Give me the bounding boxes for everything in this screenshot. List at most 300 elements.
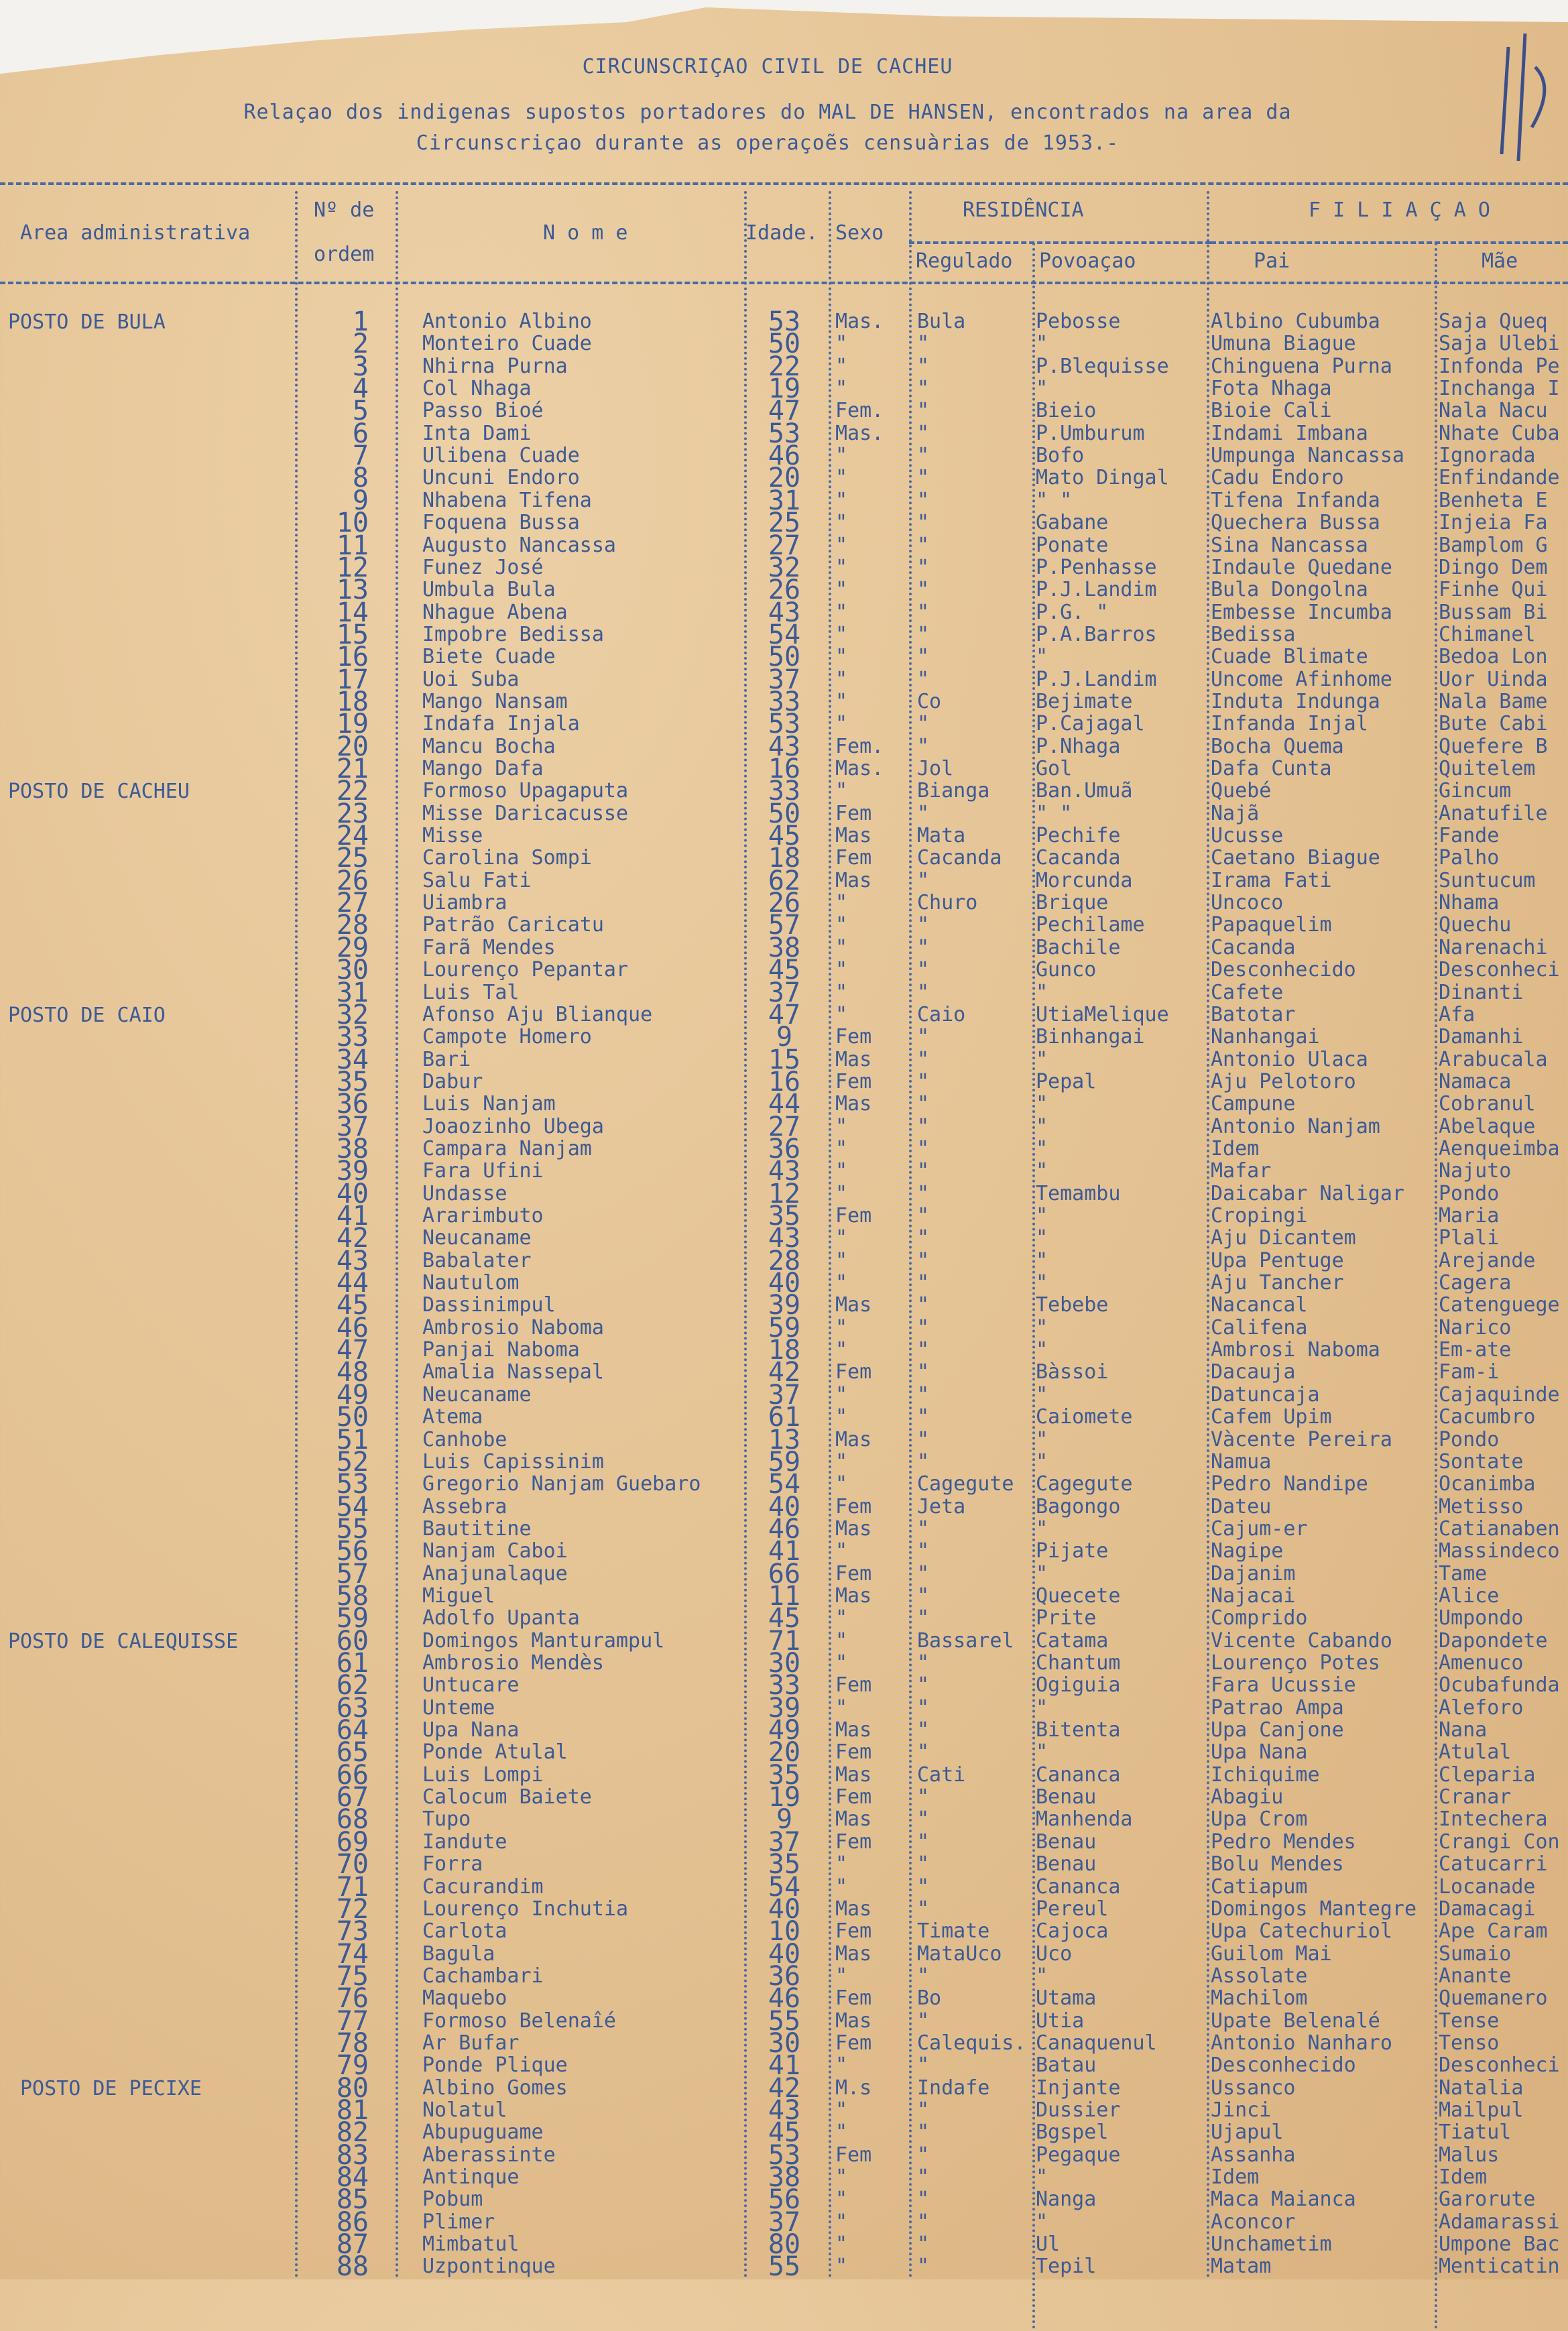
mother-cell: Ocubafunda: [1439, 1674, 1560, 1697]
table-row: [0, 1160, 1568, 1183]
table-row: [0, 400, 1568, 422]
mother-cell: Injeia Fa: [1439, 512, 1548, 535]
sex-cell: ": [835, 1339, 848, 1362]
povoacao-cell: Cananca: [1036, 1875, 1121, 1899]
name-cell: Uoi Suba: [422, 668, 520, 691]
name-cell: Plimer: [422, 2210, 495, 2234]
order-number: 56: [336, 1540, 369, 1563]
name-cell: Patrão Caricatu: [422, 914, 604, 937]
mother-cell: Sumaio: [1439, 1942, 1512, 1966]
age-cell: 53: [768, 422, 801, 445]
table-row: [0, 2054, 1568, 2077]
table-row: [0, 2032, 1568, 2055]
age-cell: 15: [768, 1048, 801, 1071]
name-cell: Luis Capissinim: [422, 1450, 604, 1474]
povoacao-cell: ": [1036, 1227, 1048, 1250]
povoacao-cell: ": [1036, 1383, 1048, 1407]
regulado-cell: ": [917, 1205, 930, 1228]
sex-cell: ": [835, 1182, 848, 1205]
povoacao-cell: P.Umburum: [1036, 422, 1145, 445]
sex-cell: Mas.: [835, 758, 884, 780]
mother-cell: Tame: [1439, 1562, 1488, 1586]
povoacao-cell: Binhangai: [1036, 1026, 1145, 1049]
age-cell: 61: [768, 1406, 801, 1429]
regulado-cell: Calequis.: [917, 2031, 1026, 2055]
name-cell: Lourenço Pepantar: [422, 959, 629, 982]
father-cell: Maca Maianca: [1211, 2188, 1356, 2212]
father-cell: Idem: [1211, 2166, 1260, 2190]
povoacao-cell: Dussier: [1036, 2099, 1121, 2122]
povoacao-cell: Gabane: [1036, 512, 1109, 535]
mother-cell: Amenuco: [1439, 1652, 1524, 1675]
regulado-cell: ": [917, 1540, 930, 1563]
povoacao-cell: " ": [1036, 802, 1073, 825]
table-row: [0, 668, 1568, 691]
father-cell: Idem: [1211, 1137, 1260, 1160]
age-cell: 53: [768, 713, 801, 736]
document-subtitle-line-1: Relaçao dos indigenas supostos portadores do MAL DE HANSEN, encontrados na area da: [243, 101, 1292, 124]
povoacao-cell: ": [1036, 377, 1048, 401]
table-row: [0, 1831, 1568, 1854]
table-row: [0, 1429, 1568, 1451]
mother-cell: Locanade: [1439, 1875, 1536, 1899]
order-number: 12: [336, 556, 369, 579]
name-cell: Indafa Injala: [422, 713, 580, 736]
age-cell: 20: [768, 1741, 801, 1765]
father-cell: Sina Nancassa: [1211, 534, 1368, 557]
name-cell: Inta Dami: [422, 422, 532, 445]
name-cell: Uzpontinque: [422, 2255, 556, 2279]
father-cell: Ussanco: [1211, 2076, 1296, 2100]
mother-cell: Arejande: [1439, 1249, 1536, 1272]
sex-cell: ": [835, 1875, 848, 1899]
sex-cell: Fem.: [835, 735, 884, 758]
order-number: 70: [336, 1853, 369, 1876]
sex-cell: Mas: [835, 1428, 872, 1451]
table-row: [0, 1563, 1568, 1586]
age-cell: 16: [768, 758, 801, 780]
sex-cell: ": [835, 333, 848, 356]
regulado-cell: ": [917, 1406, 930, 1429]
povoacao-cell: Cananca: [1036, 1763, 1121, 1787]
regulado-cell: Cagegute: [917, 1473, 1014, 1496]
header-nome: N o m e: [543, 221, 628, 245]
age-cell: 20: [768, 467, 801, 490]
mother-cell: Malus: [1439, 2143, 1500, 2167]
regulado-cell: ": [917, 1361, 930, 1384]
mother-cell: Quitelem: [1439, 758, 1536, 780]
order-number: 43: [336, 1249, 369, 1272]
sex-cell: ": [835, 959, 848, 982]
sex-cell: Fem: [835, 2143, 872, 2167]
name-cell: Biete Cuade: [422, 646, 556, 669]
father-cell: Matam: [1211, 2255, 1272, 2279]
regulado-cell: Cati: [917, 1763, 966, 1787]
table-row: [0, 422, 1568, 445]
sex-cell: Fem: [835, 1070, 872, 1093]
name-cell: Panjai Naboma: [422, 1339, 580, 1362]
mother-cell: Nala Nacu: [1439, 400, 1548, 423]
name-cell: Assebra: [422, 1495, 507, 1518]
mother-cell: Narenachi: [1439, 936, 1548, 959]
mother-cell: Pondo: [1439, 1182, 1500, 1205]
table-row: [0, 870, 1568, 892]
mother-cell: Tiatul: [1439, 2121, 1512, 2145]
povoacao-cell: P.Penhasse: [1036, 556, 1157, 579]
father-cell: Datuncaja: [1211, 1383, 1320, 1407]
table-row: [0, 1250, 1568, 1272]
mother-cell: Anatufile: [1439, 802, 1548, 825]
sex-cell: ": [835, 1964, 848, 1988]
povoacao-cell: P.G. ": [1036, 601, 1109, 624]
order-number: 76: [336, 1987, 369, 2011]
mother-cell: Sontate: [1439, 1450, 1524, 1474]
father-cell: Bioie Cali: [1211, 400, 1332, 423]
father-cell: Cacanda: [1211, 936, 1296, 959]
povoacao-cell: ": [1036, 1964, 1048, 1988]
regulado-cell: ": [917, 355, 930, 378]
father-cell: Induta Indunga: [1211, 690, 1380, 713]
mother-cell: Dinanti: [1439, 981, 1524, 1004]
document-title: CIRCUNSCRIÇAO CIVIL DE CACHEU: [582, 55, 953, 78]
regulado-cell: ": [917, 1026, 930, 1049]
mother-cell: Cobranul: [1439, 1093, 1536, 1116]
mother-cell: Nhate Cuba: [1439, 422, 1560, 445]
father-cell: Namua: [1211, 1450, 1272, 1474]
sex-cell: ": [835, 601, 848, 624]
table-row: [0, 1317, 1568, 1339]
table-row: [0, 1540, 1568, 1563]
age-cell: 9: [776, 1808, 793, 1832]
regulado-cell: ": [917, 1070, 930, 1093]
sex-cell: ": [835, 2188, 848, 2212]
regulado-cell: ": [917, 444, 930, 468]
father-cell: Aconcor: [1211, 2210, 1296, 2234]
regulado-cell: ": [917, 1182, 930, 1205]
povoacao-cell: Manhenda: [1036, 1808, 1133, 1832]
table-row: [0, 2121, 1568, 2144]
regulado-cell: ": [917, 2233, 930, 2257]
povoacao-cell: Injante: [1036, 2076, 1121, 2100]
regulado-cell: ": [917, 2121, 930, 2145]
posto-label: POSTO DE BULA: [8, 310, 166, 334]
povoacao-cell: ": [1036, 1272, 1048, 1295]
regulado-cell: ": [917, 959, 930, 982]
age-cell: 36: [768, 1137, 801, 1160]
mother-cell: Bedoa Lon: [1439, 646, 1548, 669]
father-cell: Fota Nhaga: [1211, 377, 1332, 401]
father-cell: Chinguena Purna: [1211, 355, 1392, 378]
sex-cell: ": [835, 1137, 848, 1160]
order-number: 25: [336, 847, 369, 870]
father-cell: Nacancal: [1211, 1294, 1308, 1317]
age-cell: 25: [768, 512, 801, 535]
name-cell: Salu Fati: [422, 869, 532, 892]
regulado-cell: Bianga: [917, 780, 990, 803]
age-cell: 49: [768, 1719, 801, 1742]
father-cell: Umpunga Nancassa: [1211, 444, 1404, 468]
povoacao-cell: ": [1036, 1048, 1048, 1071]
order-number: 11: [336, 534, 369, 557]
father-cell: Najacai: [1211, 1584, 1296, 1608]
sex-cell: ": [835, 713, 848, 736]
table-row: [0, 1361, 1568, 1384]
order-number: 62: [336, 1674, 369, 1697]
age-cell: 26: [768, 892, 801, 915]
header-rule-bottom: [0, 282, 1568, 284]
father-cell: Pedro Mendes: [1211, 1830, 1356, 1854]
mother-cell: Pondo: [1439, 1428, 1500, 1451]
sex-cell: Fem: [835, 1830, 872, 1854]
name-cell: Nhirna Purna: [422, 355, 568, 378]
table-row: [0, 1093, 1568, 1116]
order-number: 61: [336, 1652, 369, 1675]
order-number: 85: [336, 2188, 369, 2212]
mother-cell: Arabucala: [1439, 1048, 1548, 1071]
name-cell: Nanjam Caboi: [422, 1540, 568, 1563]
age-cell: 43: [768, 1227, 801, 1250]
povoacao-cell: Quecete: [1036, 1584, 1121, 1608]
order-number: 48: [336, 1361, 369, 1384]
povoacao-cell: Pereul: [1036, 1897, 1109, 1921]
regulado-cell: ": [917, 512, 930, 535]
mother-cell: Gincum: [1439, 780, 1512, 803]
father-cell: Campune: [1211, 1093, 1296, 1116]
table-row: [0, 892, 1568, 914]
order-number: 88: [336, 2255, 369, 2279]
name-cell: Funez José: [422, 556, 544, 579]
father-cell: Batotar: [1211, 1003, 1296, 1026]
regulado-cell: ": [917, 936, 930, 959]
name-cell: Calocum Baiete: [422, 1786, 592, 1809]
povoacao-cell: Nanga: [1036, 2188, 1097, 2212]
table-row: [0, 1697, 1568, 1720]
age-cell: 50: [768, 646, 801, 669]
father-cell: Desconhecido: [1211, 2054, 1356, 2078]
regulado-cell: Co: [917, 690, 942, 713]
povoacao-cell: ": [1036, 1428, 1048, 1451]
order-number: 51: [336, 1428, 369, 1451]
mother-cell: Aenqueimba: [1439, 1137, 1560, 1160]
order-number: 69: [336, 1830, 369, 1854]
regulado-cell: ": [917, 1719, 930, 1742]
father-cell: Dajanim: [1211, 1562, 1296, 1586]
regulado-cell: ": [917, 1272, 930, 1295]
sex-cell: ": [835, 2099, 848, 2122]
mother-cell: Umpondo: [1439, 1607, 1524, 1630]
order-number: 40: [336, 1182, 369, 1205]
sex-cell: Mas: [835, 1048, 872, 1071]
sex-cell: ": [835, 377, 848, 401]
table-row: [0, 2211, 1568, 2234]
name-cell: Lourenço Inchutia: [422, 1897, 629, 1921]
sex-cell: Mas: [835, 2009, 872, 2033]
order-number: 2: [352, 333, 369, 356]
name-cell: Babalater: [422, 1249, 532, 1272]
regulado-cell: ": [917, 1115, 930, 1138]
regulado-cell: ": [917, 735, 930, 758]
regulado-cell: ": [917, 2188, 930, 2212]
regulado-cell: ": [917, 914, 930, 937]
regulado-cell: ": [917, 1294, 930, 1317]
povoacao-cell: Ogiguia: [1036, 1674, 1121, 1697]
sex-cell: Fem: [835, 1920, 872, 1944]
order-number: 27: [336, 892, 369, 915]
name-cell: Iandute: [422, 1830, 507, 1854]
mother-cell: Intechera: [1439, 1808, 1548, 1832]
povoacao-cell: Gunco: [1036, 959, 1097, 982]
name-cell: Luis Lompi: [422, 1763, 544, 1787]
sex-cell: ": [835, 2166, 848, 2190]
povoacao-cell: P.Cajagal: [1036, 713, 1145, 736]
father-cell: Infanda Injal: [1211, 713, 1368, 736]
order-number: 54: [336, 1495, 369, 1518]
table-row: [0, 959, 1568, 981]
mother-cell: Dapondete: [1439, 1629, 1548, 1653]
povoacao-cell: ": [1036, 1093, 1048, 1116]
order-number: 66: [336, 1763, 369, 1787]
povoacao-cell: P.A.Barros: [1036, 623, 1157, 646]
table-row: [0, 1943, 1568, 1966]
age-cell: 42: [768, 1361, 801, 1384]
father-cell: Uncoco: [1211, 892, 1284, 915]
mother-cell: Aleforo: [1439, 1696, 1524, 1720]
father-cell: Fara Ucussie: [1211, 1674, 1356, 1697]
age-cell: 40: [768, 1942, 801, 1966]
order-number: 55: [336, 1517, 369, 1541]
father-cell: Tifena Infanda: [1211, 489, 1380, 512]
order-number: 8: [352, 467, 369, 490]
age-cell: 18: [768, 847, 801, 870]
table-row: [0, 1719, 1568, 1742]
name-cell: Col Nhaga: [422, 377, 532, 401]
table-row: [0, 1876, 1568, 1899]
header-povoacao: Povoaçao: [1039, 249, 1136, 273]
order-number: 68: [336, 1808, 369, 1832]
sex-cell: ": [835, 690, 848, 713]
mother-cell: Finhe Qui: [1439, 579, 1548, 602]
table-row: [0, 691, 1568, 713]
age-cell: 50: [768, 333, 801, 356]
regulado-cell: ": [917, 1808, 930, 1832]
order-number: 14: [336, 601, 369, 624]
povoacao-cell: ": [1036, 1115, 1048, 1138]
name-cell: Gregorio Nanjam Guebaro: [422, 1473, 701, 1496]
name-cell: Ararimbuto: [422, 1205, 544, 1228]
regulado-cell: ": [917, 1316, 930, 1339]
posto-label: POSTO DE PECIXE: [20, 2076, 202, 2100]
father-cell: Aju Dicantem: [1211, 1227, 1356, 1250]
name-cell: Pobum: [422, 2188, 483, 2212]
mother-cell: Desconheci: [1439, 2054, 1560, 2078]
povoacao-cell: ": [1036, 2210, 1048, 2234]
mother-cell: Adamarassi: [1439, 2210, 1560, 2234]
father-cell: Aju Tancher: [1211, 1272, 1344, 1295]
mother-cell: Fam-i: [1439, 1361, 1500, 1384]
sex-cell: ": [835, 355, 848, 378]
povoacao-cell: Batau: [1036, 2054, 1097, 2078]
regulado-cell: Churo: [917, 892, 978, 915]
regulado-cell: ": [917, 1227, 930, 1250]
name-cell: Foquena Bussa: [422, 512, 580, 535]
order-number: 39: [336, 1160, 369, 1183]
povoacao-cell: Ul: [1036, 2233, 1061, 2257]
sex-cell: ": [835, 1115, 848, 1138]
povoacao-cell: Pebosse: [1036, 310, 1121, 333]
age-cell: 53: [768, 2143, 801, 2167]
povoacao-cell: ": [1036, 1696, 1048, 1720]
name-cell: Monteiro Cuade: [422, 333, 592, 356]
age-cell: 40: [768, 1897, 801, 1921]
father-cell: Papaquelim: [1211, 914, 1332, 937]
age-cell: 35: [768, 1205, 801, 1228]
father-cell: Assolate: [1211, 1964, 1308, 1988]
father-cell: Upa Canjone: [1211, 1719, 1344, 1742]
table-row: [0, 1451, 1568, 1474]
povoacao-cell: ": [1036, 1316, 1048, 1339]
age-cell: 54: [768, 1473, 801, 1496]
father-cell: Nagipe: [1211, 1540, 1284, 1563]
sex-cell: ": [835, 1696, 848, 1720]
table-row: [0, 1116, 1568, 1138]
regulado-cell: ": [917, 1137, 930, 1160]
age-cell: 9: [776, 1026, 793, 1049]
order-number: 18: [336, 690, 369, 713]
mother-cell: Anante: [1439, 1964, 1512, 1988]
regulado-cell: ": [917, 400, 930, 423]
povoacao-cell: Cagegute: [1036, 1473, 1133, 1496]
father-cell: Upa Catechuriol: [1211, 1920, 1392, 1944]
povoacao-cell: Bagongo: [1036, 1495, 1121, 1518]
mother-cell: Cacumbro: [1439, 1406, 1536, 1429]
mother-cell: Afa: [1439, 1003, 1475, 1026]
order-number: 13: [336, 579, 369, 602]
age-cell: 10: [768, 1920, 801, 1944]
order-number: 82: [336, 2121, 369, 2145]
father-cell: Cropingi: [1211, 1205, 1308, 1228]
age-cell: 71: [768, 1629, 801, 1653]
father-cell: Unchametim: [1211, 2233, 1332, 2257]
mother-cell: Narico: [1439, 1316, 1512, 1339]
order-number: 67: [336, 1786, 369, 1809]
table-row: [0, 713, 1568, 735]
name-cell: Mancu Bocha: [422, 735, 556, 758]
order-number: 74: [336, 1942, 369, 1966]
age-cell: 41: [768, 1540, 801, 1563]
sex-cell: Fem: [835, 1205, 872, 1228]
name-cell: Maquebo: [422, 1987, 507, 2011]
mother-cell: Namaca: [1439, 1070, 1512, 1093]
table-row: [0, 2188, 1568, 2211]
sex-cell: ": [835, 444, 848, 468]
table-row: [0, 355, 1568, 378]
mother-cell: Bussam Bi: [1439, 601, 1548, 624]
mother-cell: Cajaquinde: [1439, 1383, 1560, 1407]
povoacao-cell: Utia: [1036, 2009, 1085, 2033]
name-cell: Mimbatul: [422, 2233, 520, 2257]
povoacao-cell: P.J.Landim: [1036, 579, 1157, 602]
povoacao-cell: ": [1036, 1450, 1048, 1474]
mother-cell: Atulal: [1439, 1741, 1512, 1765]
regulado-cell: ": [917, 1093, 930, 1116]
sex-cell: Mas.: [835, 310, 884, 333]
table-row: [0, 1496, 1568, 1518]
table-row: [0, 1026, 1568, 1049]
order-number: 60: [336, 1629, 369, 1653]
father-cell: Uncome Afinhome: [1211, 668, 1392, 691]
regulado-cell: Mata: [917, 825, 966, 848]
name-cell: Adolfo Upanta: [422, 1607, 580, 1630]
